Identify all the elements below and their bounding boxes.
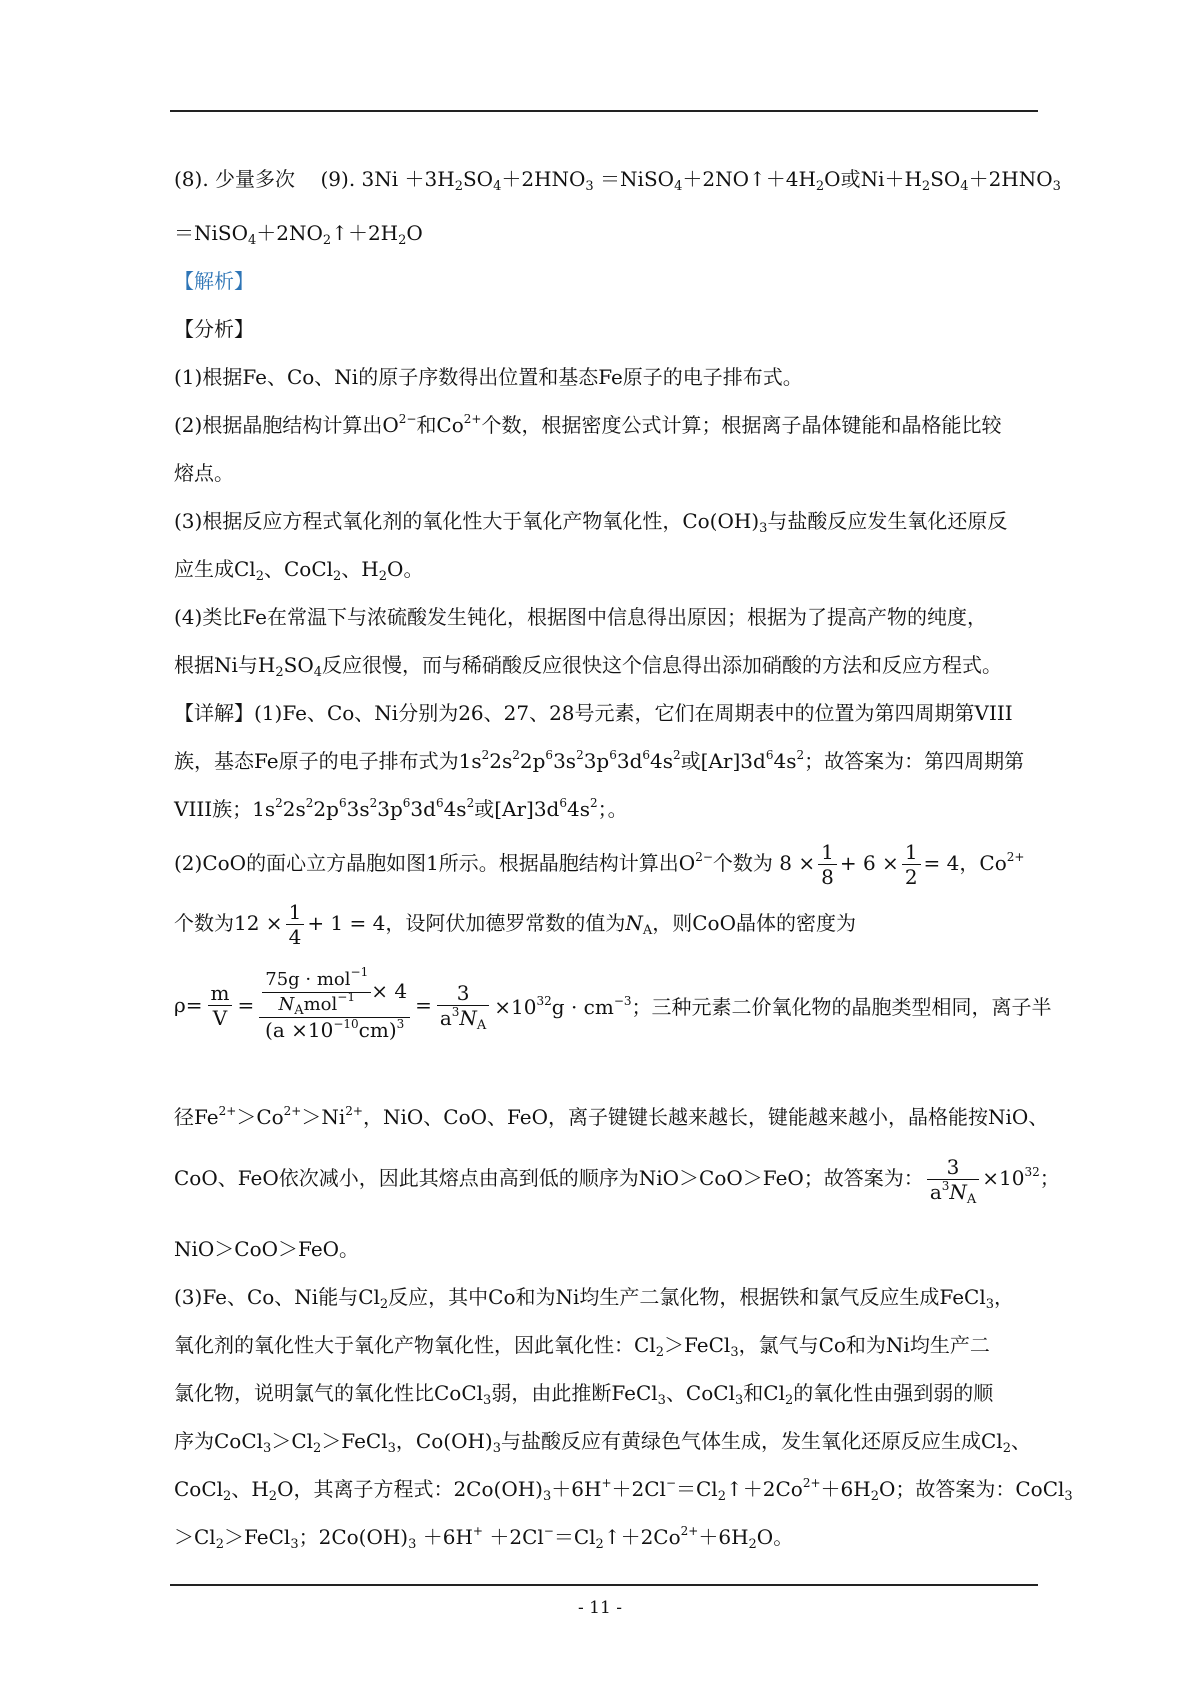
- math-expr: 12 × $\frac{1}{4}$ + 1 = 4: [234, 900, 386, 949]
- paragraph: 序为$CoCl_3>Cl_2>FeCl_3$，$Co(OH)_3$与盐酸反应有黄绿色气体生成，发生氧化还原反应生成$Cl_2$、: [174, 1429, 1031, 1456]
- paragraph: 个数为12 × $\frac{1}{4}$ + 1 = 4，设阿伏加德罗常数的值为$N_A$，则CoO晶体的密度为: [174, 900, 856, 949]
- paragraph: 氧化剂的氧化性大于氧化产物氧化性，因此氧化性：$Cl_2>FeCl_3$，氯气与Co和为Ni均生产二: [174, 1333, 990, 1360]
- paragraph: VIII族；$1s^22s^22p^63s^23p^63d^64s^2$或$[Ar]3d^64s^2$；。: [174, 796, 628, 821]
- answer-line: $=NiSO_4+2NO_2↑+2H_2O$: [174, 221, 423, 248]
- answer-line: (8). 少量多次 (9). $3Ni +3H_2SO_4+2HNO_3$ $=NiSO_4+2NO↑+4H_2O$或$Ni+H_2SO_4+2HNO_3$: [174, 167, 1061, 194]
- math-expr: 8 × $\frac{1}{8}$ + 6 × $\frac{1}{2}$ = 4: [779, 840, 960, 889]
- paragraph: 族，基态Fe原子的电子排布式为$1s^22s^22p^63s^23p^63d^64s^2$或$[Ar]3d^64s^2$；故答案为：第四周期第: [174, 748, 1025, 773]
- paragraph: 根据Ni与$H_2SO_4$反应很慢，而与稀硝酸反应很快这个信息得出添加硝酸的方法和反应方程式。: [174, 653, 1003, 680]
- header-rule: [170, 110, 1038, 112]
- paragraph: $>Cl_2>FeCl_3$；$2Co(OH)_3 +6H^+$ $+2Cl^-=Cl_2↑+2Co^{2+}+6H_2O$。: [174, 1524, 794, 1552]
- paragraph: (2)根据晶胞结构计算出$O^{2-}$和$Co^{2+}$个数，根据密度公式计算；根据离子晶体键能和晶格能比较: [174, 412, 1002, 437]
- paragraph: NiO＞CoO＞FeO。: [174, 1237, 360, 1261]
- paragraph: (2)CoO的面心立方晶胞如图1所示。根据晶胞结构计算出$O^{2-}$个数为 8 × $\frac{1}{8}$ + 6 × $\frac{1}{2}$ = 4，$Co^{2+}$: [174, 840, 1025, 889]
- paragraph: 【详解】(1)Fe、Co、Ni分别为26、27、28号元素，它们在周期表中的位置为第四周期第VIII: [174, 701, 1013, 725]
- footer-rule: [170, 1584, 1038, 1586]
- paragraph: CoCl$_2$、$H_2O$，其离子方程式：$2Co(OH)_3+6H^++2Cl^-=Cl_2↑+2Co^{2+}+6H_2O$；故答案为：CoCl$_3$: [174, 1476, 1073, 1504]
- paragraph: (1)根据Fe、Co、Ni的原子序数得出位置和基态Fe原子的电子排布式。: [174, 365, 803, 389]
- density-equation: [174, 965, 1052, 1042]
- paragraph: 氯化物，说明氯气的氧化性比CoCl$_3$弱，由此推断FeCl$_3$、CoCl$_3$和$Cl_2$的氧化性由强到弱的顺: [174, 1381, 994, 1408]
- answer-8: (8). 少量多次: [174, 167, 296, 191]
- paragraph: (3)Fe、Co、Ni能与$Cl_2$反应，其中Co和为Ni均生产二氯化物，根据铁和氯气反应生成FeCl$_3$，: [174, 1285, 1015, 1312]
- heading-jiexi: 【解析】: [174, 269, 254, 293]
- page-number: - 11 -: [578, 1598, 622, 1618]
- paragraph: (4)类比Fe在常温下与浓硫酸发生钝化，根据图中信息得出原因；根据为了提高产物的纯度，: [174, 605, 987, 629]
- paragraph: 熔点。: [174, 461, 234, 485]
- answer-9: (9). 3Ni ＋3H: [320, 167, 455, 191]
- paragraph: 应生成$Cl_2$、CoCl$_2$、$H_2O$。: [174, 557, 424, 584]
- heading-fenxi: 【分析】: [174, 317, 254, 341]
- equation-layout: ρ= $\frac{m}{V}$ = $\frac{75g \cdot mol^{-1}}{N_Amol^{-1}}$ × 4 $(a \times 10^{-10}cm)^3$ = $\frac{3}{a^3N_A}$ $\times 10^{32}g \cdot cm^{-3}$；三种元素二价氧化物的晶胞类型相同，离子半: [174, 965, 1052, 1042]
- paragraph: 径$Fe^{2+}>Co^{2+}>Ni^{2+}$，NiO、CoO、FeO，离子键键长越来越长，键能越来越小，晶格能按NiO、: [174, 1104, 1049, 1129]
- paragraph: (3)根据反应方程式氧化剂的氧化性大于氧化产物氧化性，$Co(OH)_3$与盐酸反应发生氧化还原反: [174, 509, 1008, 536]
- paragraph: CoO、FeO依次减小，因此其熔点由高到低的顺序为NiO＞CoO＞FeO；故答案为： $\frac{3}{a^3N_A}$ $\times 10^{32}$；: [174, 1155, 1060, 1207]
